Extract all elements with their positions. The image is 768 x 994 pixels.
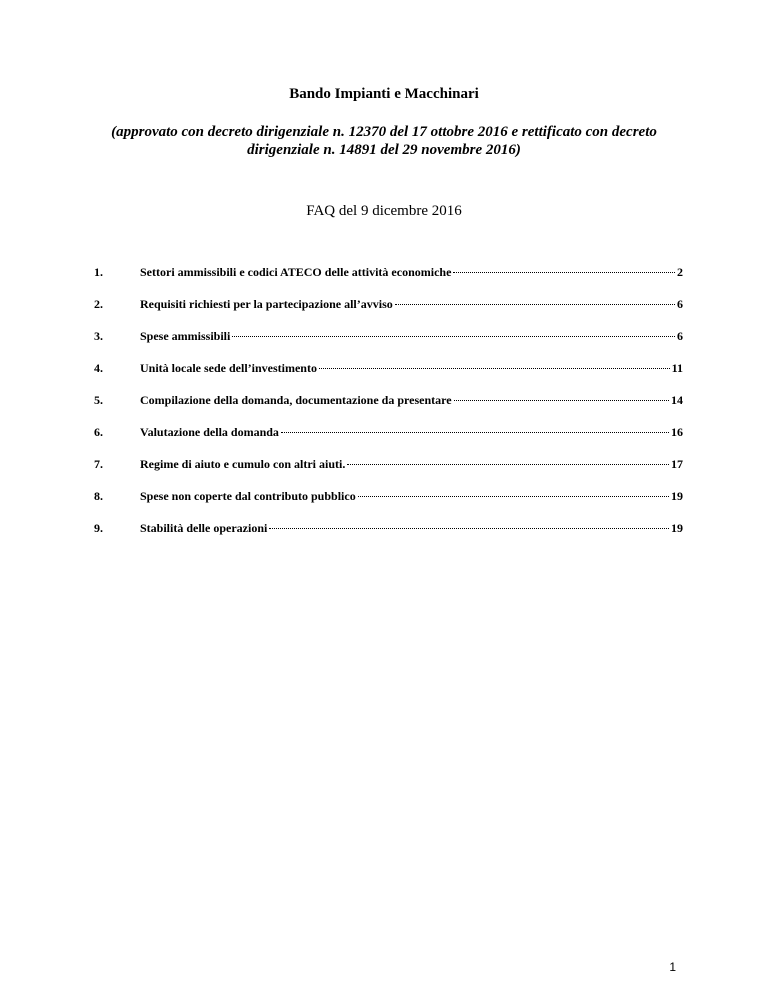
toc-entry-3[interactable]	[94, 329, 683, 361]
toc-entry-title: Spese ammissibili	[140, 329, 231, 343]
toc-entry-9[interactable]	[94, 521, 683, 553]
toc-dot-leader	[453, 272, 675, 273]
toc-dot-leader	[232, 336, 675, 337]
toc-entry-title: Compilazione della domanda, documentazione da presentare	[140, 393, 452, 407]
page-number: 1	[669, 960, 676, 974]
toc-entry-page: 16	[671, 425, 683, 439]
toc-entry-8[interactable]	[94, 489, 683, 521]
toc-entry-2[interactable]	[94, 297, 683, 329]
faq-date: FAQ del 9 dicembre 2016	[306, 203, 462, 219]
toc-entry-1[interactable]	[94, 265, 683, 297]
toc-entry-page: 11	[671, 361, 683, 375]
toc-entry-4[interactable]	[94, 361, 683, 393]
toc-dot-leader	[319, 368, 670, 369]
toc-dot-leader	[269, 528, 669, 529]
toc-entry-page: 17	[671, 457, 683, 471]
document-subtitle: (approvato con decreto dirigenziale n. 12370 del 17 ottobre 2016 e rettificato con decreto dirigenziale n. 14891 del 29 novembre 2016)	[111, 124, 657, 158]
toc-entry-title: Valutazione della domanda	[140, 425, 279, 439]
toc-entry-page: 2	[677, 265, 683, 279]
toc-dot-leader	[358, 496, 669, 497]
toc-dot-leader	[454, 400, 669, 401]
toc-dot-leader	[281, 432, 669, 433]
toc-entry-7[interactable]	[94, 457, 683, 489]
toc-entry-number: 4.	[94, 361, 103, 375]
toc-entry-number: 3.	[94, 329, 103, 343]
toc-dot-leader	[395, 304, 675, 305]
toc-entry-title: Regime di aiuto e cumulo con altri aiuti.	[140, 457, 346, 471]
toc-entry-page: 6	[677, 297, 683, 311]
toc-entry-title: Spese non coperte dal contributo pubblico	[140, 489, 356, 503]
document-title: Bando Impianti e Macchinari	[289, 86, 479, 102]
toc-entry-page: 6	[677, 329, 683, 343]
toc-entry-number: 7.	[94, 457, 103, 471]
toc-entry-number: 6.	[94, 425, 103, 439]
toc-entry-number: 5.	[94, 393, 103, 407]
toc-entry-title: Stabilità delle operazioni	[140, 521, 268, 535]
toc-entry-number: 1.	[94, 265, 103, 279]
toc-entry-number: 8.	[94, 489, 103, 503]
toc-entry-number: 9.	[94, 521, 103, 535]
table-of-contents	[94, 265, 683, 553]
toc-entry-5[interactable]	[94, 393, 683, 425]
toc-entry-title: Settori ammissibili e codici ATECO delle attività economiche	[140, 265, 452, 279]
toc-dot-leader	[347, 464, 669, 465]
toc-entry-6[interactable]	[94, 425, 683, 457]
toc-entry-page: 14	[671, 393, 683, 407]
toc-entry-page: 19	[671, 489, 683, 503]
toc-entry-number: 2.	[94, 297, 103, 311]
toc-entry-title: Requisiti richiesti per la partecipazione all’avviso	[140, 297, 393, 311]
toc-entry-page: 19	[671, 521, 683, 535]
toc-entry-title: Unità locale sede dell’investimento	[140, 361, 317, 375]
